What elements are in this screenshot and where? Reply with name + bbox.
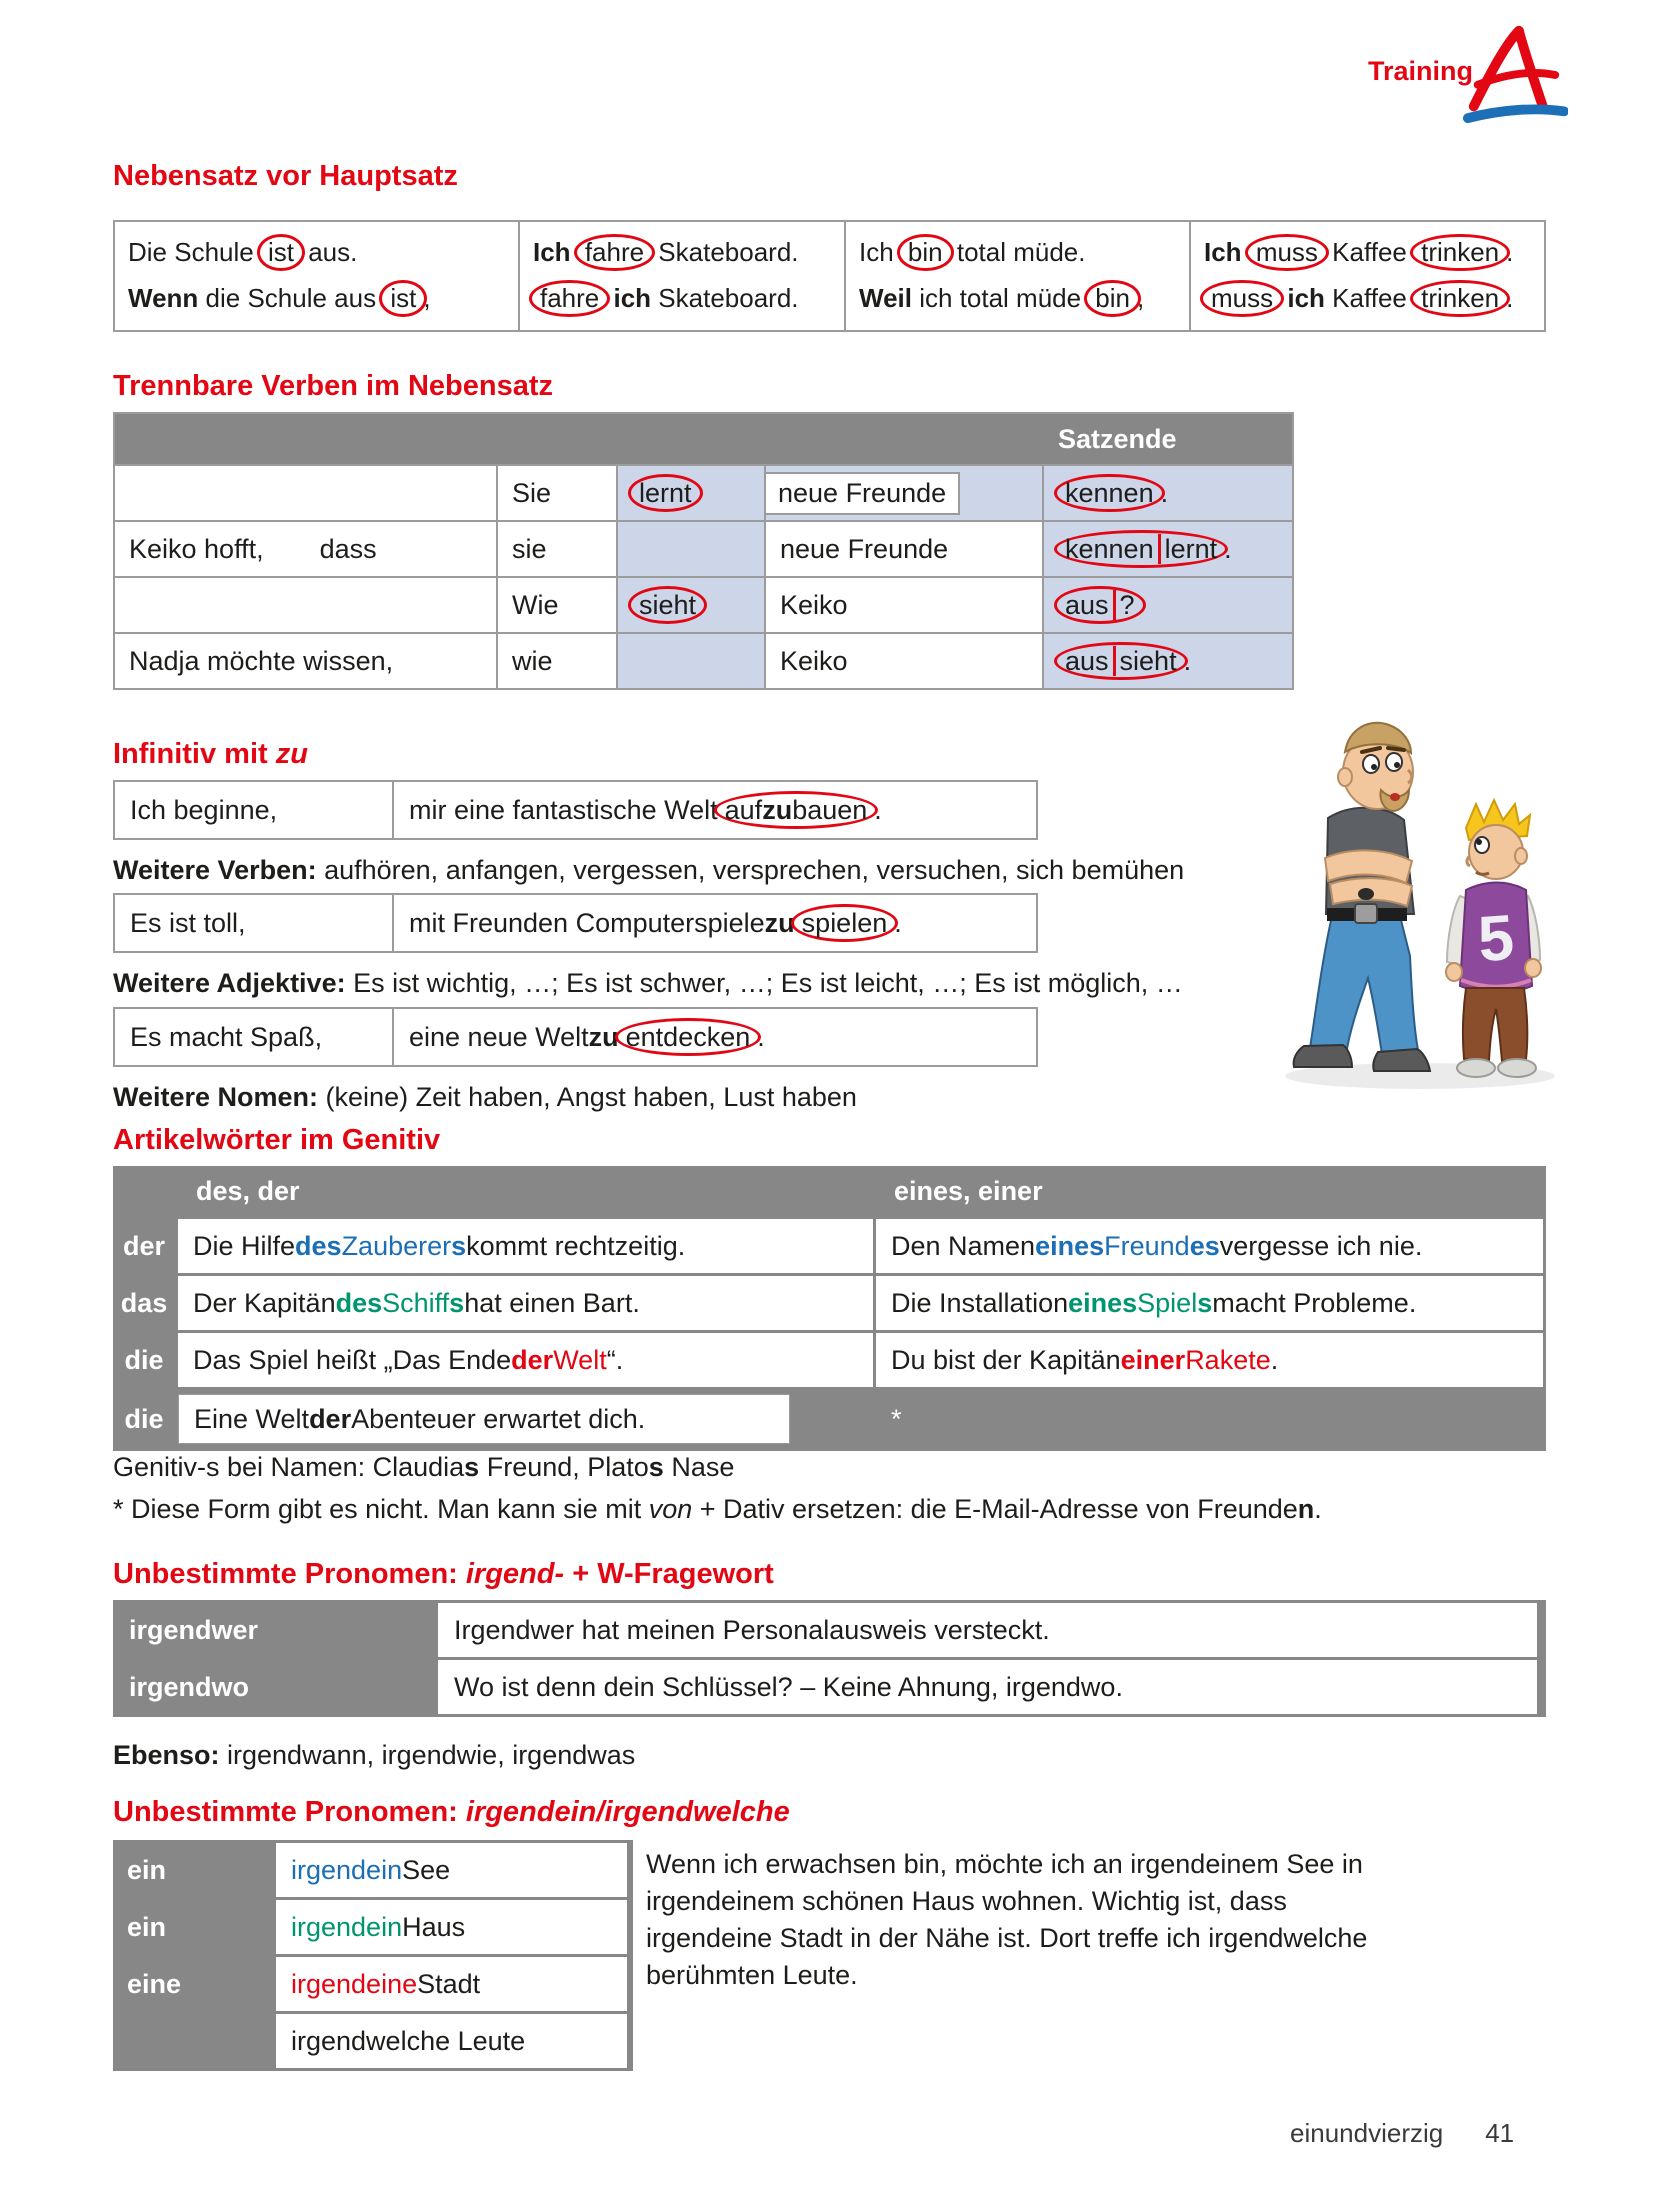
corner-cell bbox=[113, 1166, 175, 1216]
irgendein-table bbox=[113, 1840, 633, 2071]
table-cell: sieht bbox=[616, 576, 764, 632]
table-cell: Die Hilfe des Zauberer s kommt rechtzeitig. bbox=[178, 1219, 873, 1273]
sentence-line: Wenn die Schule aus ist , bbox=[128, 275, 512, 321]
infinitiv-table-1 bbox=[113, 780, 1038, 840]
table-cell: irgendeine Stadt bbox=[276, 1957, 627, 2011]
table-cell: wie bbox=[496, 632, 616, 688]
table-cell bbox=[844, 222, 1189, 330]
table-cell: lernt bbox=[616, 464, 764, 520]
table-cell: Keiko bbox=[764, 576, 1042, 632]
table-cell: Wie bbox=[496, 576, 616, 632]
sentence-line: fahre ich Skateboard. bbox=[533, 275, 838, 321]
table-cell: Irgendwer hat meinen Personalausweis versteckt. bbox=[438, 1603, 1537, 1657]
row-label: der bbox=[113, 1219, 175, 1273]
table-header-cell bbox=[115, 414, 496, 464]
sentence-line: Ich muss Kaffee trinken . bbox=[1204, 229, 1532, 275]
table-cell: mir eine fantastische Welt aufzubauen . bbox=[392, 782, 1032, 838]
sentence-line: Ich fahre Skateboard. bbox=[533, 229, 838, 275]
table-cell bbox=[616, 632, 764, 688]
example-paragraph bbox=[646, 1846, 1586, 1994]
section-title-irgend-w: Unbestimmte Pronomen: irgend- + W-Fragewort bbox=[113, 1558, 774, 1590]
table-header-cell bbox=[764, 414, 1042, 464]
section-title-nebensatz: Nebensatz vor Hauptsatz bbox=[113, 160, 458, 192]
table-cell: neue Freunde bbox=[764, 520, 1042, 576]
table-header-cell bbox=[616, 414, 764, 464]
table-cell: Es macht Spaß, bbox=[130, 1021, 323, 1052]
row-label: ein bbox=[113, 1900, 273, 1954]
table-cell bbox=[764, 464, 1042, 520]
table-cell bbox=[1189, 222, 1538, 330]
paragraph-line: Wenn ich erwachsen bin, möchte ich an irgendeinem See in bbox=[646, 1849, 1363, 1879]
table-cell: Wo ist denn dein Schlüssel? – Keine Ahnung, irgendwo. bbox=[438, 1660, 1537, 1714]
cartoon-boy bbox=[1446, 800, 1541, 1077]
row-label bbox=[113, 2014, 273, 2068]
sentence-line: muss ich Kaffee trinken . bbox=[1204, 275, 1532, 321]
nebensatz-table bbox=[113, 220, 1546, 332]
table-cell: irgendein Haus bbox=[276, 1900, 627, 1954]
satzende-header: Satzende bbox=[1042, 414, 1292, 464]
table-cell bbox=[115, 222, 518, 330]
cartoon-illustration bbox=[1270, 698, 1560, 1093]
table-cell: irgendein See bbox=[276, 1843, 627, 1897]
page-word: einundvierzig bbox=[1290, 2118, 1444, 2148]
jersey-number: 5 bbox=[1475, 900, 1517, 976]
table-cell bbox=[115, 464, 496, 520]
weitere-adjektive-line: Weitere Adjektive: Es ist wichtig, …; Es ist schwer, …; Es ist leicht, …; Es ist möglich, … bbox=[113, 968, 1183, 998]
word-card: Eine Welt der Abenteuer erwartet dich. bbox=[178, 1394, 790, 1444]
section-title-trennbare-verben: Trennbare Verben im Nebensatz bbox=[113, 370, 553, 402]
row-label: ein bbox=[113, 1843, 273, 1897]
infinitiv-table-3 bbox=[113, 1007, 1038, 1067]
watch bbox=[1358, 888, 1374, 900]
sentence-line: Die Schule ist aus. bbox=[128, 229, 512, 275]
table-cell: Das Spiel heißt „Das Ende der Welt “. bbox=[178, 1333, 873, 1387]
training-label: Training bbox=[1368, 56, 1474, 86]
section-title-irgendein: Unbestimmte Pronomen: irgendein/irgendwelche bbox=[113, 1796, 790, 1828]
row-label: eine bbox=[113, 1957, 273, 2011]
table-cell: Nadja möchte wissen, bbox=[115, 632, 496, 688]
paragraph-line: berühmten Leute. bbox=[646, 1960, 858, 1990]
cartoon-man bbox=[1294, 723, 1430, 1071]
table-cell bbox=[178, 1390, 873, 1448]
table-cell: kennen . bbox=[1042, 464, 1292, 520]
row-label: irgendwer bbox=[113, 1603, 435, 1657]
table-cell bbox=[616, 520, 764, 576]
table-cell: aus ? bbox=[1042, 576, 1292, 632]
row-label: irgendwo bbox=[113, 1660, 435, 1714]
row-label: das bbox=[113, 1276, 175, 1330]
table-cell: aus sieht . bbox=[1042, 632, 1292, 688]
table-cell bbox=[115, 576, 496, 632]
section-title-infinitiv: Infinitiv mit zu bbox=[113, 738, 308, 770]
page-number: 41 bbox=[1485, 2118, 1515, 2148]
genitiv-note-names: Genitiv-s bei Namen: Claudias Freund, Platos Nase bbox=[113, 1452, 735, 1482]
row-label: die bbox=[113, 1390, 175, 1448]
table-cell: eine neue Welt zu entdecken . bbox=[392, 1009, 1032, 1065]
column-header-des-der: des, der bbox=[178, 1166, 873, 1216]
sentence-line: Weil ich total müde bin , bbox=[859, 275, 1183, 321]
table-cell: mit Freunden Computerspiele zu spielen . bbox=[392, 895, 1032, 951]
brand-a-logo bbox=[1460, 20, 1568, 128]
weitere-verben-line: Weitere Verben: aufhören, anfangen, vergessen, versprechen, versuchen, sich bemühen bbox=[113, 855, 1185, 885]
weitere-nomen-line: Weitere Nomen: (keine) Zeit haben, Angst haben, Lust haben bbox=[113, 1082, 857, 1112]
table-cell: Du bist der Kapitän einer Rakete . bbox=[876, 1333, 1543, 1387]
trennbare-verben-table bbox=[113, 412, 1294, 690]
row-label: die bbox=[113, 1333, 175, 1387]
table-cell: Die Installation eines Spiel s macht Probleme. bbox=[876, 1276, 1543, 1330]
table-cell: Keiko bbox=[764, 632, 1042, 688]
table-cell: Keiko hofft, dass bbox=[115, 520, 496, 576]
table-cell: kennen lernt . bbox=[1042, 520, 1292, 576]
section-title-genitiv: Artikelwörter im Genitiv bbox=[113, 1124, 441, 1156]
infinitiv-table-2 bbox=[113, 893, 1038, 953]
genitiv-table bbox=[113, 1166, 1546, 1451]
genitiv-note-asterisk: * Diese Form gibt es nicht. Man kann sie mit von + Dativ ersetzen: die E-Mail-Adresse von Freunden. bbox=[113, 1494, 1322, 1524]
table-cell: Ich beginne, bbox=[130, 794, 278, 825]
irgend-w-table bbox=[113, 1600, 1546, 1717]
paragraph-line: irgendeine Stadt in der Nähe ist. Dort treffe ich irgendwelche bbox=[646, 1923, 1368, 1953]
paragraph-line: irgendeinem schönen Haus wohnen. Wichtig ist, dass bbox=[646, 1886, 1287, 1916]
table-header-cell bbox=[496, 414, 616, 464]
asterisk-cell: * bbox=[876, 1390, 1543, 1448]
table-cell: Den Namen eines Freund es vergesse ich nie. bbox=[876, 1219, 1543, 1273]
column-header-eines-einer: eines, einer bbox=[876, 1166, 1543, 1216]
page-footer bbox=[1290, 2118, 1514, 2149]
table-cell: Der Kapitän des Schiff s hat einen Bart. bbox=[178, 1276, 873, 1330]
table-cell: Sie bbox=[496, 464, 616, 520]
ebenso-line: Ebenso: irgendwann, irgendwie, irgendwas bbox=[113, 1740, 636, 1770]
table-cell: irgendwelche Leute bbox=[276, 2014, 627, 2068]
sentence-line: Ich bin total müde. bbox=[859, 229, 1183, 275]
table-cell bbox=[518, 222, 844, 330]
table-cell: sie bbox=[496, 520, 616, 576]
word-card: neue Freunde bbox=[764, 472, 960, 515]
table-cell: Es ist toll, bbox=[130, 907, 246, 938]
